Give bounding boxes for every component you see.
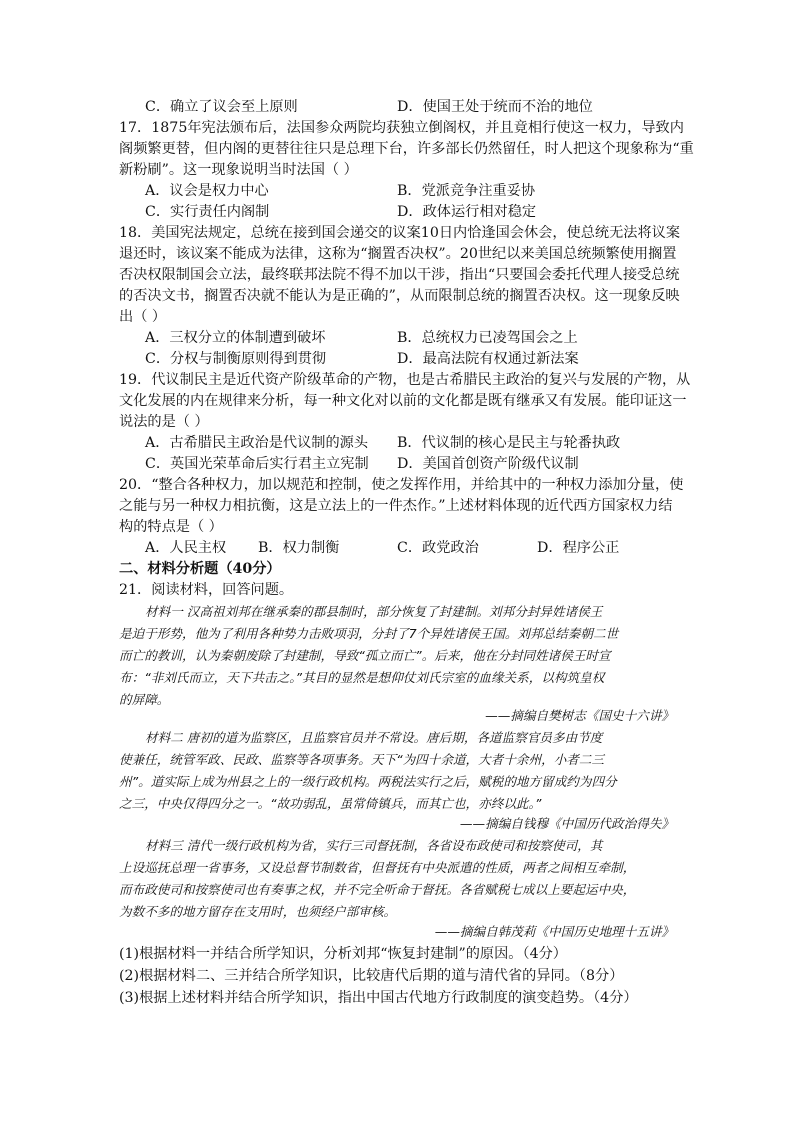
material-1-line-1: 材料一 汉高祖刘邦在继承秦的郡县制时，部分恢复了封建制。刘邦分封异姓诸侯王	[145, 604, 603, 619]
q20-option-a: A．人民主权	[145, 540, 227, 556]
q21-subquestion-2: (2)根据材料二、三并结合所学知识，比较唐代后期的道与清代省的异同。（8分）	[119, 968, 624, 984]
q20-stem-line-3: 构的特点是（ ）	[119, 519, 223, 535]
material-2-line-4: 之三，中央仅得四分之一。“故功弱乱，虽常倚镇兵，而其亡也，亦终以此。”	[119, 796, 542, 811]
q19-stem-line-1: 19．代议制民主是近代资产阶级革命的产物，也是古希腊民主政治的复兴与发展的产物，从	[119, 372, 691, 388]
material-2-line-3: 州”。道实际上成为州县之上的一级行政机构。两税法实行之后，赋税的地方留成约为四分	[119, 774, 617, 789]
q20-option-d: D．程序公正	[537, 540, 620, 556]
q19-stem-line-2: 文化发展的内在规律来分析，每一种文化对以前的文化都是既有继承又有发展。能印证这一	[119, 393, 687, 409]
material-3-line-2: 上设巡抚总理一省事务，又设总督节制数省，但督抚有中央派遣的性质，两者之间相互牵制，	[119, 860, 636, 875]
q17-option-c: C．实行责任内阁制	[145, 204, 270, 220]
q18-option-c: C．分权与制衡原则得到贯彻	[145, 351, 327, 367]
q17-stem-line-1: 17．1875年宪法颁布后，法国参众两院均获独立倒阁权，并且竟相行使这一权力，导致内	[119, 120, 684, 136]
q19-stem-line-3: 说法的是（ ）	[119, 414, 209, 430]
q16-option-c: C．确立了议会至上原则	[145, 99, 298, 115]
q18-stem-line-1: 18．美国宪法规定，总统在接到国会递交的议案10日内恰逢国会休会，使总统无法将议案	[119, 225, 681, 241]
material-2-source: ——摘编自钱穆《中国历代政治得失》	[459, 816, 674, 831]
q17-stem-line-2: 阁频繁更替，但内阁的更替往往只是总理下台，许多部长仍然留任，时人把这个现象称为“重	[119, 141, 694, 157]
material-2-line-1: 材料二 唐初的道为监察区，且监察官员并不常设。唐后期，各道监察官员多由节度	[145, 730, 603, 745]
q20-option-b: B．权力制衡	[258, 540, 340, 556]
q18-option-a: A．三权分立的体制遭到破坏	[145, 330, 326, 346]
q19-option-c: C．英国光荣革命后实行君主立宪制	[145, 456, 369, 472]
material-1-source: ——摘编自樊树志《国史十六讲》	[485, 708, 674, 723]
material-3-line-1: 材料三 清代一级行政机构为省，实行三司督抚制，各省设布政使司和按察使司，其	[145, 838, 603, 853]
q19-option-b: B．代议制的核心是民主与轮番执政	[397, 435, 621, 451]
section-2-title: 二、材料分析题（40分）	[119, 561, 281, 577]
q17-option-b: B．党派竞争注重妥协	[397, 183, 536, 199]
material-1-line-4: 布：“非刘氏而立，天下共击之。”其目的显然是想仰仗刘氏宗室的血缘关系，以构筑皇权	[119, 670, 605, 685]
material-3-line-3: 而布政使司和按察使司也有奏事之权，并不完全听命于督抚。各省赋税七成以上要起运中央，	[119, 882, 636, 897]
q17-option-d: D．政体运行相对稳定	[397, 204, 537, 220]
q19-option-a: A．古希腊民主政治是代议制的源头	[145, 435, 369, 451]
material-3-source: ——摘编自韩茂莉《中国历史地理十五讲》	[434, 924, 674, 939]
material-1-line-2: 是迫于形势，他为了利用各种势力击败项羽，分封了7个异姓诸侯王国。刘邦总结秦朝二世	[119, 626, 619, 641]
q18-stem-line-3: 否决权限制国会立法，最终联邦法院不得不加以干涉，指出“只要国会委托代理人接受总统	[119, 267, 680, 283]
q20-stem-line-2: 之能与另一种权力相抗衡，这是立法上的一件杰作。”上述材料体现的近代西方国家权力结	[119, 498, 673, 514]
material-1-line-5: 的屏障。	[119, 692, 170, 707]
q17-stem-line-3: 新粉刷”。这一现象说明当时法国（ ）	[119, 162, 358, 178]
material-2-line-2: 使兼任，统管军政、民政、监察等各项事务。天下“为四十余道，大者十余州，小者二三	[119, 752, 605, 767]
q21-subquestion-3: (3)根据上述材料并结合所学知识，指出中国古代地方行政制度的演变趋势。（4分）	[119, 990, 638, 1006]
q21-intro: 21．阅读材料，回答问题。	[119, 582, 294, 598]
q21-subquestion-1: (1)根据材料一并结合所学知识，分析刘邦“恢复封建制”的原因。（4分）	[119, 946, 567, 962]
material-3-line-4: 为数不多的地方留存在支用时，也须经户部审核。	[119, 904, 397, 919]
q18-stem-line-4: 的否决文书，搁置否决就不能认为是正确的”，从而限制总统的搁置否决权。这一现象反映	[119, 288, 680, 304]
q16-option-d: D．使国王处于统而不治的地位	[397, 99, 593, 115]
q17-option-a: A．议会是权力中心	[145, 183, 269, 199]
q18-option-d: D．最高法院有权通过新法案	[397, 351, 579, 367]
q20-option-c: C．政党政治	[397, 540, 479, 556]
q18-option-b: B．总统权力已凌驾国会之上	[397, 330, 578, 346]
q18-stem-line-2: 退还时，该议案不能成为法律，这称为“搁置否决权”。20世纪以来美国总统频繁使用搁置	[119, 246, 677, 262]
material-1-line-3: 而亡的教训，认为秦朝废除了封建制，导致“孤立而亡”。后来，他在分封同姓诸侯王时宣	[119, 648, 611, 663]
q20-stem-line-1: 20．“整合各种权力，加以规范和控制，使之发挥作用，并给其中的一种权力添加分量，使	[119, 477, 684, 493]
q18-stem-line-5: 出（ ）	[119, 309, 167, 325]
q19-option-d: D．美国首创资产阶级代议制	[397, 456, 579, 472]
